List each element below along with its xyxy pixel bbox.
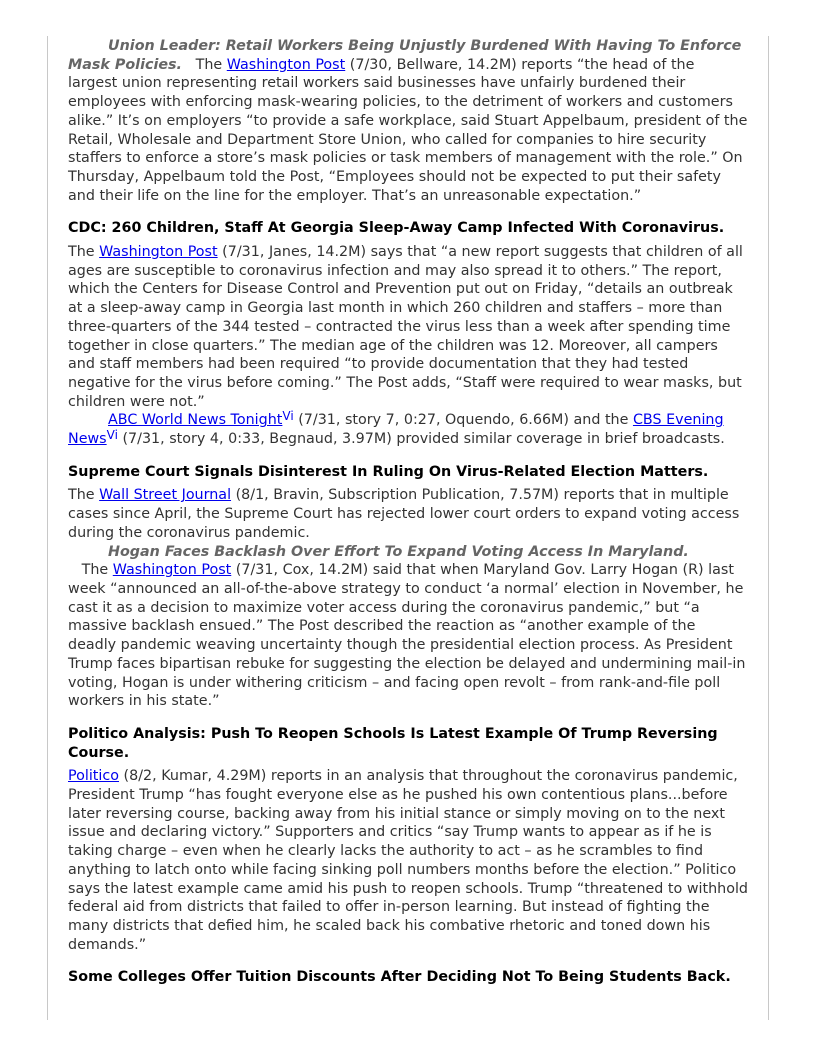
article-body: (8/1, Bravin, Subscription Publication, 7.57M) reports that in multiple cases since April, the Supreme Court has rejected lower court orders to expand voting access during the coronavirus pandemic. bbox=[68, 487, 740, 541]
article-body: (7/31, Janes, 14.2M) says that “a new report suggests that children of all ages are susceptible to coronavirus infection and may also spread it to others.” The report, which the Centers for Disease Control and Prevention put out on Friday, “details an outbreak at a sleep-away camp in Georgia last month in which 260 children and staffers – more than three-quarters of the 344 tested – contracted the virus less than a week after spending time together in close quarters.” The median age of the children was 12. Moreover, all campers and staff members had been required “to provide documentation that they had tested negative for the virus before coming.” The Post adds, “Staff were required to wear masks, but children were not.” bbox=[68, 244, 743, 410]
separator: The bbox=[68, 562, 113, 579]
source-link-washington-post[interactable]: Washington Post bbox=[112, 562, 232, 579]
source-link-politico[interactable]: Politico bbox=[68, 768, 119, 785]
lead-text: The bbox=[68, 244, 100, 261]
article-paragraph bbox=[68, 37, 748, 205]
headline: Politico Analysis: Push To Reopen Schools Is Latest Example Of Trump Reversing Course. bbox=[68, 725, 718, 761]
source-link-washington-post[interactable]: Washington Post bbox=[99, 244, 218, 261]
headline: Some Colleges Offer Tuition Discounts After Deciding Not To Being Students Back. bbox=[68, 969, 731, 986]
broadcast-paragraph bbox=[68, 411, 748, 448]
article-paragraph bbox=[68, 243, 748, 411]
source-link-abc-world-news[interactable]: ABC World News Tonight bbox=[108, 412, 283, 429]
source-link-cbs-evening-news[interactable]: CBS Evening News bbox=[68, 412, 724, 448]
article-body: (7/30, Bellware, 14.2M) reports “the head of the largest union representing retail workers said businesses have unfairly burdened their employees with enforcing mask-wearing policies, to the detriment of workers and customers alike.” It’s on employers “to provide a safe workplace, said Stuart Appelbaum, president of the Retail, Wholesale and Department Store Union, who called for companies to hire security staffers to enforce a store’s mask policies or task members of management with the role.” On Thursday, Appelbaum told the Post, “Employees should not be expected to put their safety and their life on the line for the employer. That’s an unreasonable expectation.” bbox=[68, 56, 748, 204]
broadcast-meta: (7/31, story 4, 0:33, Begnaud, 3.97M) provided similar coverage in brief broadcasts. bbox=[117, 431, 725, 448]
article-paragraph bbox=[68, 767, 748, 954]
sub-headline: Hogan Faces Backlash Over Effort To Expand Voting Access In Maryland. bbox=[108, 543, 689, 560]
broadcast-meta: (7/31, story 7, 0:27, Oquendo, 6.66M) and the bbox=[293, 412, 633, 429]
article-politico-analysis bbox=[68, 725, 748, 954]
left-margin-rule bbox=[47, 36, 48, 1020]
article-retail-masks bbox=[68, 37, 748, 205]
article-college-tuition bbox=[68, 968, 748, 987]
article-supreme-court bbox=[68, 463, 748, 711]
video-marker-icon[interactable]: Vi bbox=[106, 428, 118, 443]
headline: CDC: 260 Children, Staff At Georgia Sleep-Away Camp Infected With Coronavirus. bbox=[68, 220, 725, 237]
sub-headline: Union Leader: Retail Workers Being Unjustly Burdened With Having To Enforce Mask Policies. bbox=[68, 38, 742, 73]
lead-text: The bbox=[68, 487, 100, 504]
article-paragraph bbox=[68, 486, 748, 542]
source-link-wall-street-journal[interactable]: Wall Street Journal bbox=[99, 487, 232, 504]
video-marker-icon[interactable]: Vi bbox=[282, 409, 294, 424]
source-link-washington-post[interactable]: Washington Post bbox=[226, 56, 346, 73]
article-body: (7/31, Cox, 14.2M) said that when Maryland Gov. Larry Hogan (R) last week “announced an all-of-the-above strategy to conduct ‘a normal’ election in November, he cast it as a decision to maximize voter access during the coronavirus pandemic,” but “a massive backlash ensued.” The Post described the reaction as “another example of the deadly pandemic weaving uncertainty though the presidential election process. As President Trump faces bipartisan rebuke for suggesting the election be delayed and undermining mail-in voting, Hogan is under withering criticism – and facing open revolt – from rank-and-file poll workers in his state.” bbox=[68, 562, 746, 710]
headline: Supreme Court Signals Disinterest In Ruling On Virus-Related Election Matters. bbox=[68, 463, 709, 480]
article-cdc-camp bbox=[68, 219, 748, 448]
article-body: (8/2, Kumar, 4.29M) reports in an analysis that throughout the coronavirus pandemic, President Trump “has fought everyone else as he pushed his own contentious plans...before later reversing course, backing away from his initial stance or simply moving on to the next issue and declaring victory.” Supporters and critics “say Trump wants to appear as if he is taking charge – even when he clearly lacks the authority to act – as he scrambles to find anything to latch onto while facing sinking poll numbers months before the election.” Politico says the latest example came amid his push to reopen schools. Trump “threatened to withhold federal aid from districts that failed to offer in-person learning. But instead of fighting the many districts that defied him, he scaled back his combative rhetoric and toned down his demands.” bbox=[68, 768, 749, 953]
separator: The bbox=[181, 56, 227, 73]
right-margin-rule bbox=[768, 36, 769, 1020]
article-paragraph bbox=[68, 543, 748, 711]
newsletter-page bbox=[68, 37, 748, 992]
